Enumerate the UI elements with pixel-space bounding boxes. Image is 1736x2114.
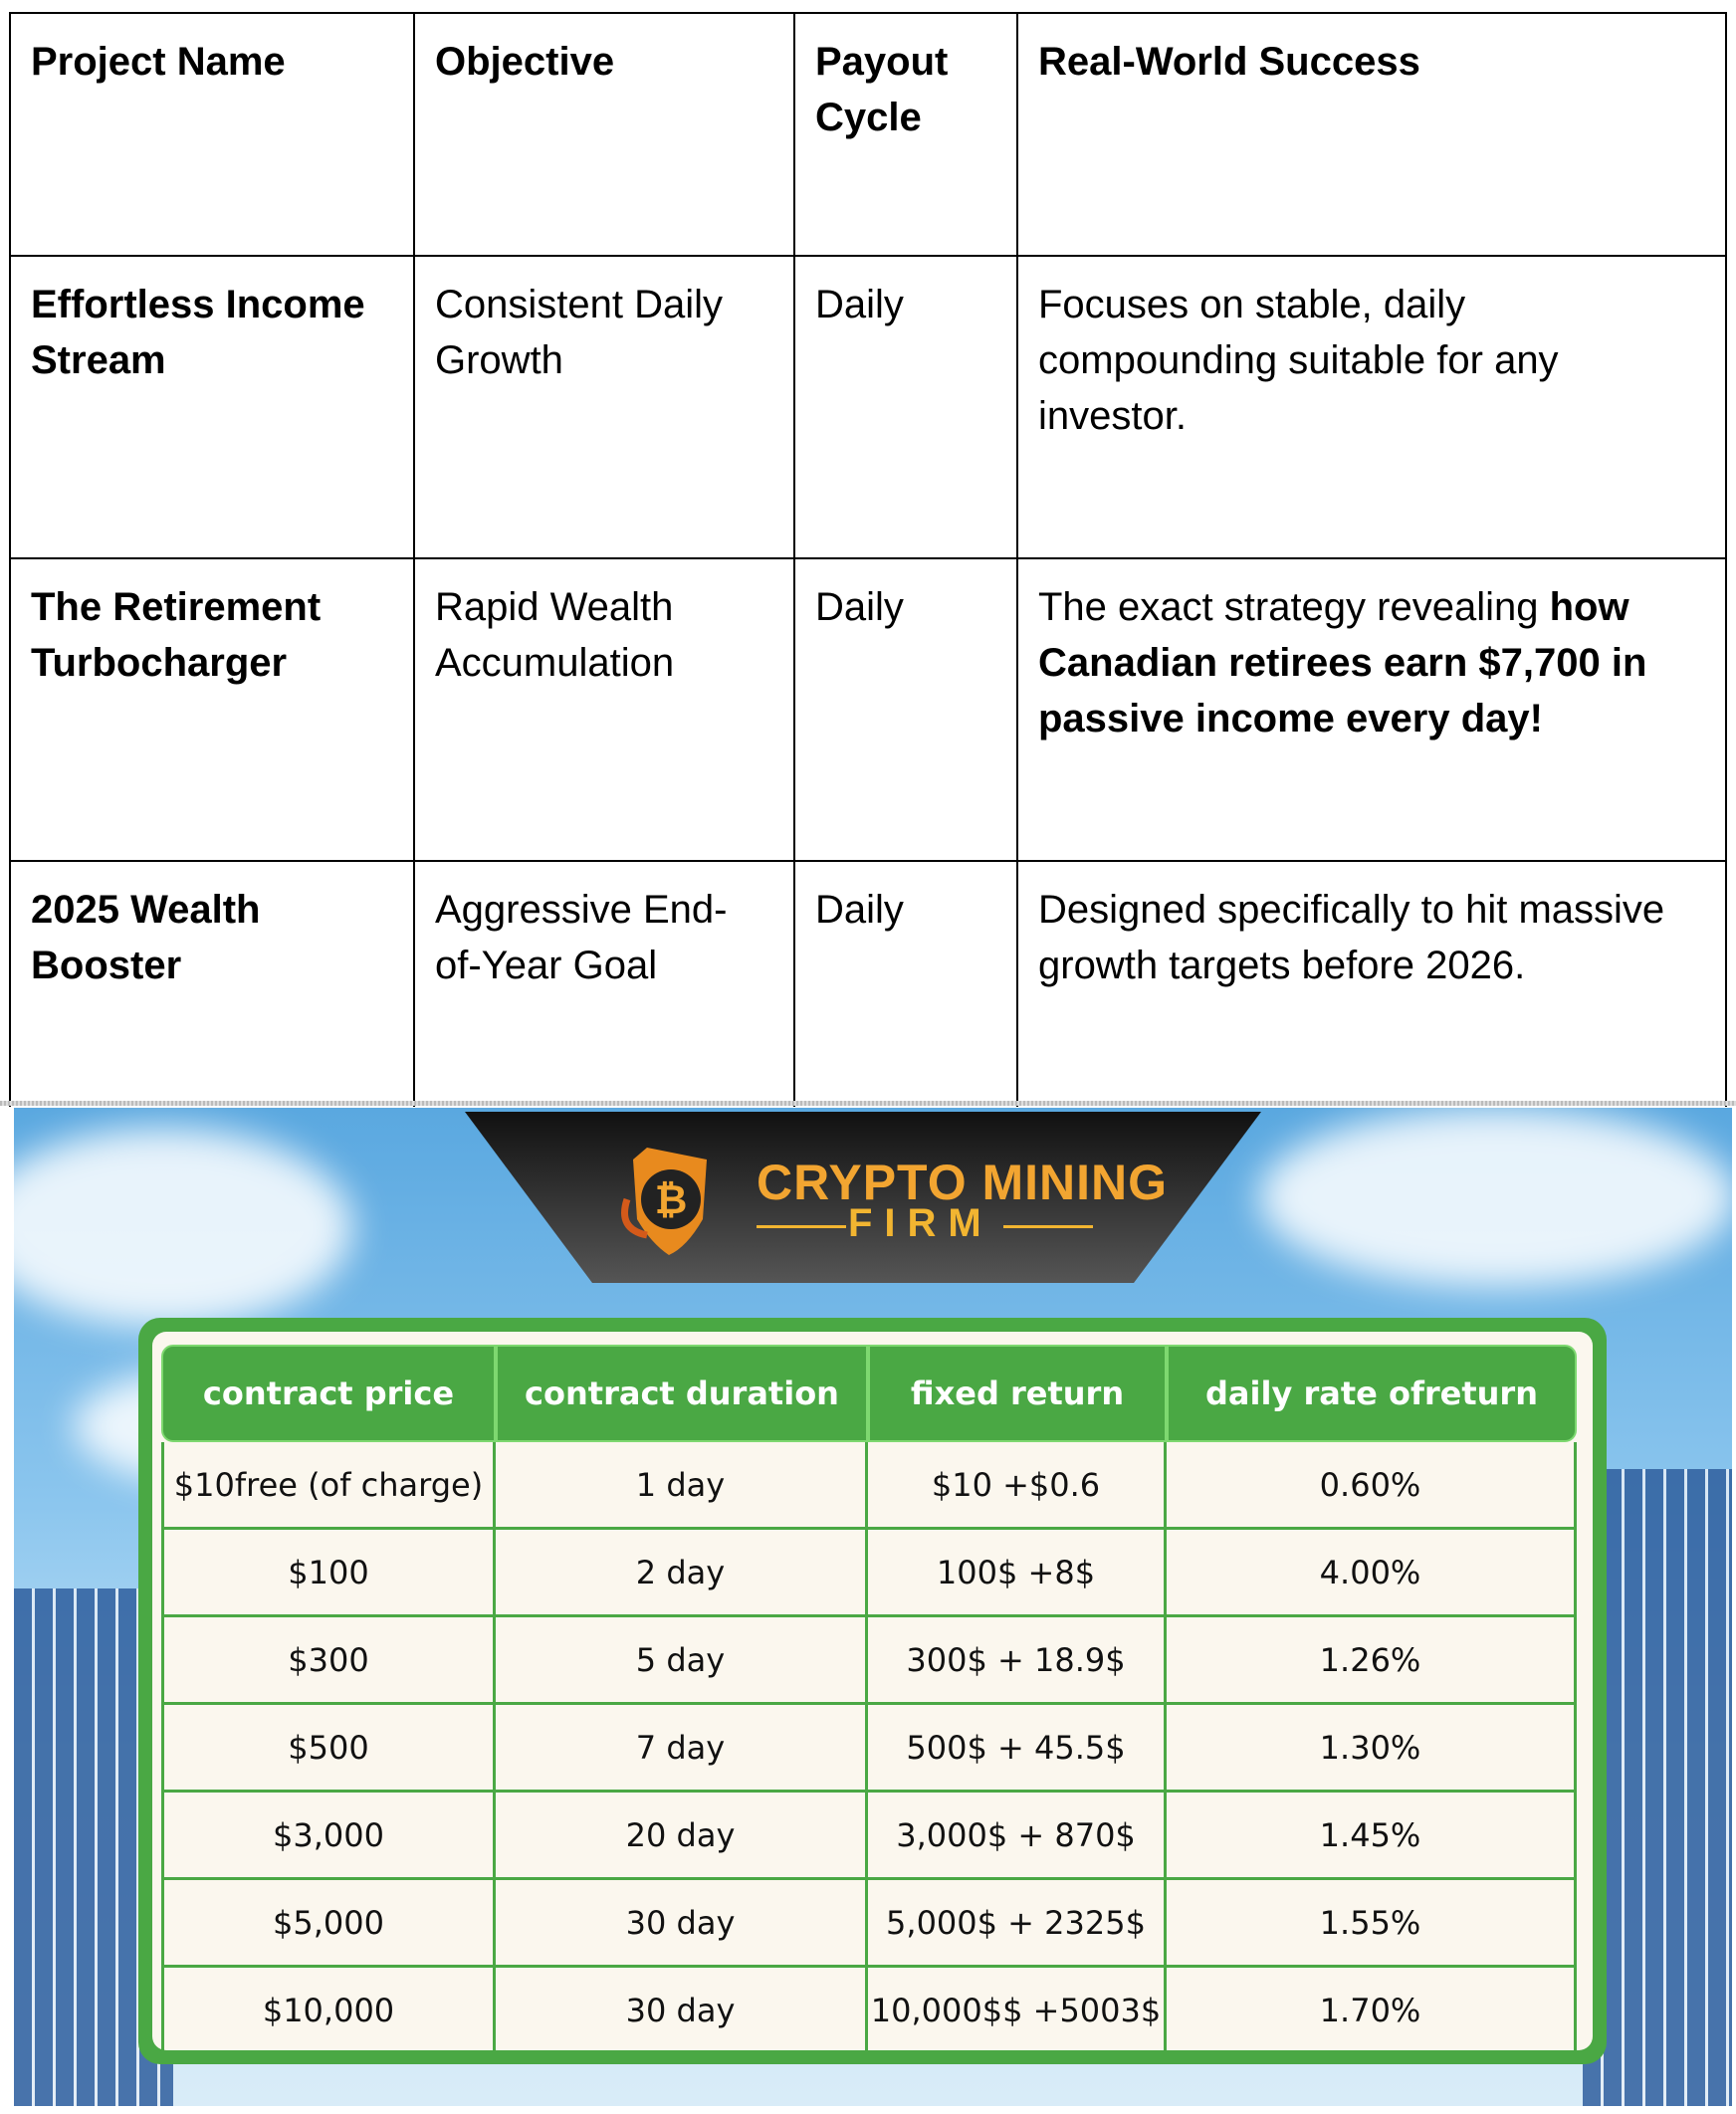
contract-price: $10,000 (161, 1968, 496, 2055)
daily-rate: 1.45% (1167, 1793, 1577, 1880)
svg-text:₿: ₿ (654, 1177, 688, 1223)
contract-price: $500 (161, 1705, 496, 1793)
fixed-return: 10,000$$ +5003$ (868, 1968, 1167, 2055)
contract-duration: 5 day (496, 1617, 868, 1705)
daily-rate: 1.70% (1167, 1968, 1577, 2055)
fixed-return: 5,000$ + 2325$ (868, 1880, 1167, 1968)
header-payout-cycle: Payout Cycle (794, 13, 1017, 256)
header-real-world-success: Real-World Success (1017, 13, 1726, 256)
projects-table (9, 12, 1727, 1107)
table-header-row (10, 13, 1726, 256)
pricing-row (161, 1705, 1577, 1793)
table-row (10, 861, 1726, 1107)
header-contract-price: contract price (161, 1345, 496, 1442)
contract-price: $300 (161, 1617, 496, 1705)
payout-cycle: Daily (794, 861, 1017, 1107)
objective: Consistent Daily Growth (414, 256, 794, 558)
fixed-return: 500$ + 45.5$ (868, 1705, 1167, 1793)
success-bold: how Canadian retirees earn $7,700 in passive income every day! (1038, 585, 1647, 740)
logo-text-line1: CRYPTO MINING (757, 1155, 1169, 1210)
success (1017, 861, 1726, 1107)
promo-image (14, 1108, 1732, 2106)
success-text: Designed specifically to hit massive growth targets before 2026. (1038, 888, 1665, 987)
header-daily-rate: daily rate ofreturn (1167, 1345, 1577, 1442)
pricing-table (161, 1345, 1577, 2055)
project-name: 2025 Wealth Booster (10, 861, 414, 1107)
pricing-row (161, 1880, 1577, 1968)
bitcoin-shield-icon (607, 1140, 737, 1259)
contract-price: $5,000 (161, 1880, 496, 1968)
project-name: The Retirement Turbocharger (10, 558, 414, 861)
daily-rate: 1.26% (1167, 1617, 1577, 1705)
logo-text-line2: FIRM (848, 1201, 993, 1245)
contract-price: $3,000 (161, 1793, 496, 1880)
contract-duration: 2 day (496, 1530, 868, 1617)
daily-rate: 1.55% (1167, 1880, 1577, 1968)
pricing-row (161, 1442, 1577, 1530)
header-objective: Objective (414, 13, 794, 256)
logo-rule (757, 1225, 846, 1228)
contract-duration: 7 day (496, 1705, 868, 1793)
objective: Rapid Wealth Accumulation (414, 558, 794, 861)
pricing-row (161, 1968, 1577, 2055)
daily-rate: 0.60% (1167, 1442, 1577, 1530)
pricing-panel (138, 1318, 1607, 2064)
objective: Aggressive End-of-Year Goal (414, 861, 794, 1107)
cloud (1258, 1108, 1732, 1287)
contract-duration: 30 day (496, 1968, 868, 2055)
fixed-return: 3,000$ + 870$ (868, 1793, 1167, 1880)
daily-rate: 1.30% (1167, 1705, 1577, 1793)
success (1017, 558, 1726, 861)
header-project-name: Project Name (10, 13, 414, 256)
pricing-row (161, 1530, 1577, 1617)
fixed-return: 300$ + 18.9$ (868, 1617, 1167, 1705)
fixed-return: 100$ +8$ (868, 1530, 1167, 1617)
cloud (14, 1128, 352, 1327)
contract-duration: 1 day (496, 1442, 868, 1530)
daily-rate: 4.00% (1167, 1530, 1577, 1617)
logo (607, 1140, 1169, 1259)
contract-price: $10free (of charge) (161, 1442, 496, 1530)
pricing-row (161, 1617, 1577, 1705)
pricing-row (161, 1793, 1577, 1880)
logo-rule (1003, 1225, 1093, 1228)
page-divider (0, 1101, 1736, 1106)
header-contract-duration: contract duration (496, 1345, 868, 1442)
success-text: Focuses on stable, daily compounding suitable for any investor. (1038, 283, 1559, 438)
payout-cycle: Daily (794, 256, 1017, 558)
pricing-header-row (161, 1345, 1577, 1442)
header-fixed-return: fixed return (868, 1345, 1167, 1442)
success (1017, 256, 1726, 558)
success-text: The exact strategy revealing (1038, 585, 1550, 629)
contract-duration: 30 day (496, 1880, 868, 1968)
table-row (10, 256, 1726, 558)
table-row (10, 558, 1726, 861)
contract-duration: 20 day (496, 1793, 868, 1880)
payout-cycle: Daily (794, 558, 1017, 861)
project-name: Effortless Income Stream (10, 256, 414, 558)
contract-price: $100 (161, 1530, 496, 1617)
fixed-return: $10 +$0.6 (868, 1442, 1167, 1530)
